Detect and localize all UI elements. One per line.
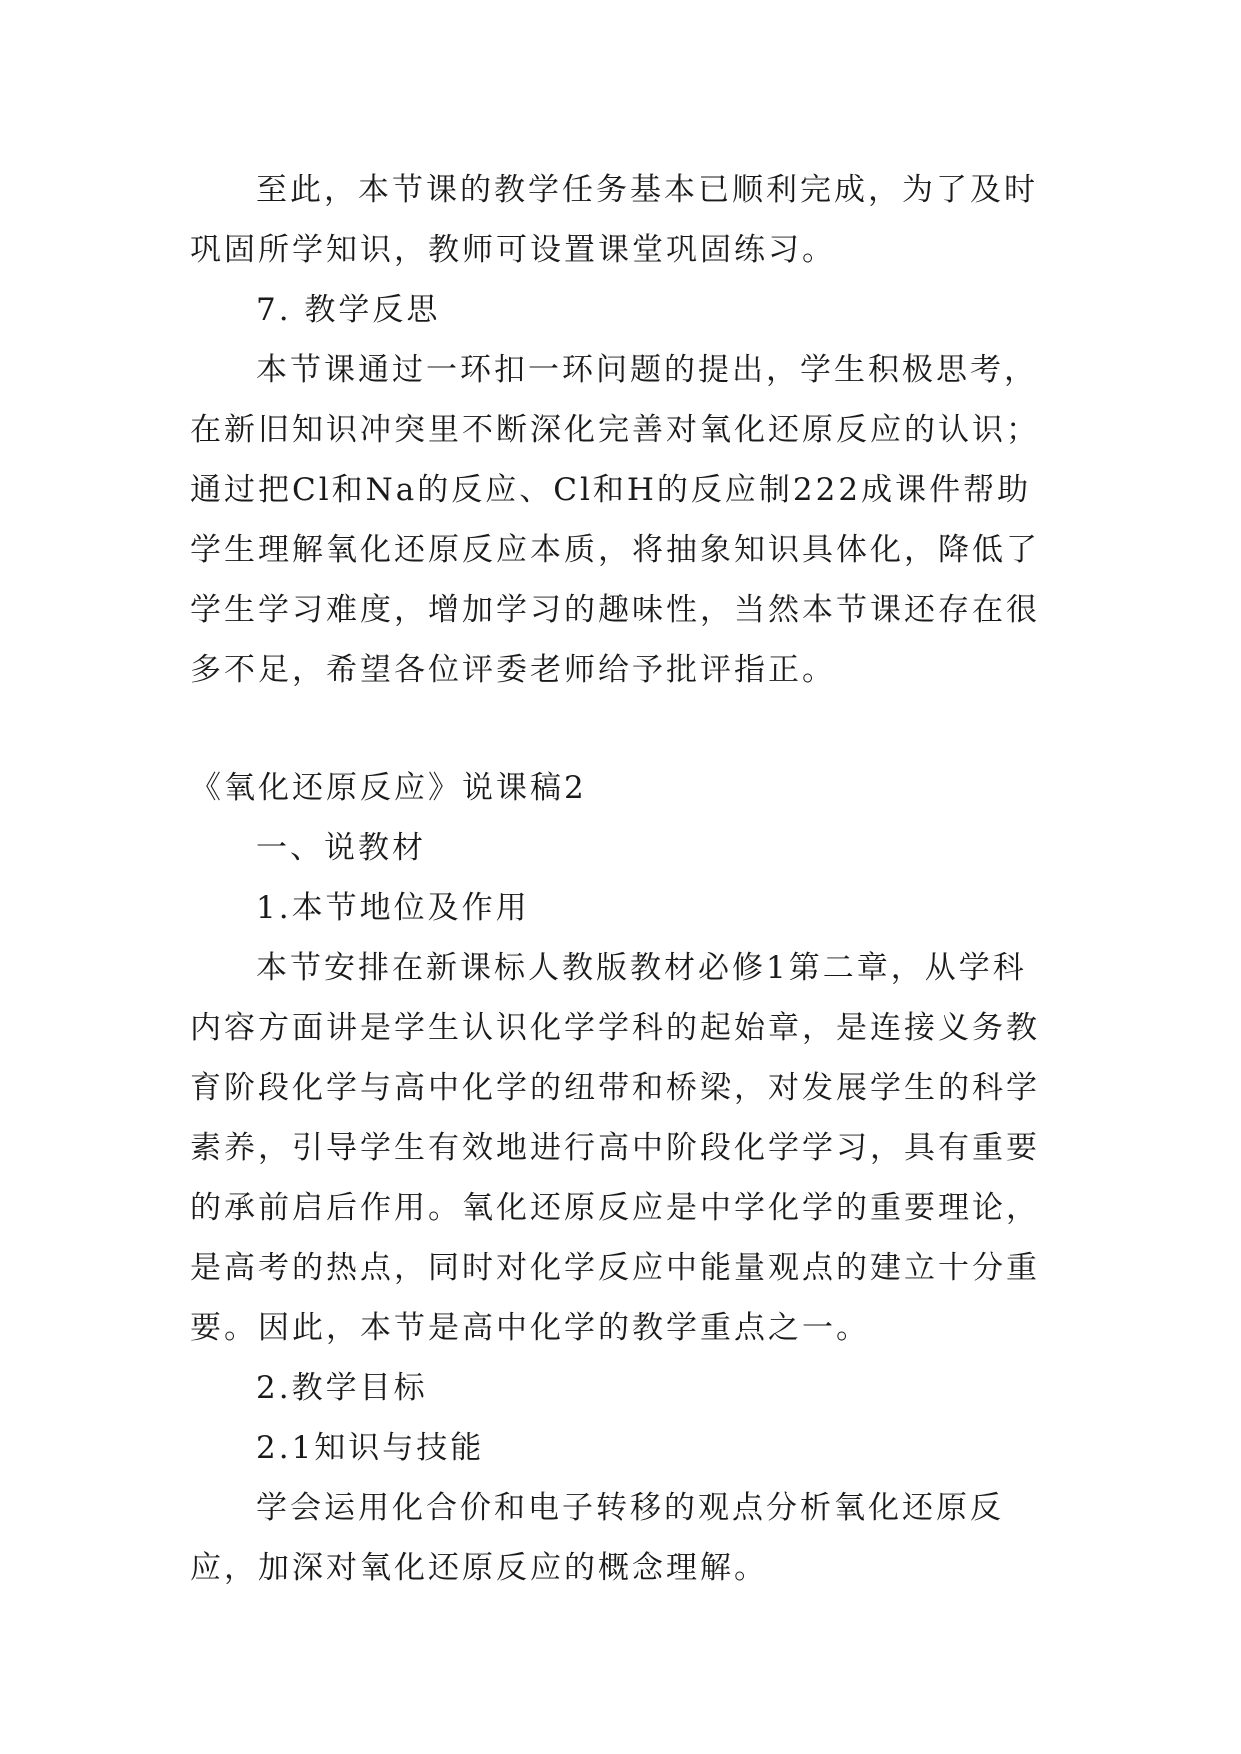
heading-knowledge-skills: 2.1知识与技能: [256, 1430, 485, 1466]
document-title: 《氧化还原反应》说课稿2: [190, 770, 587, 806]
heading-position-role: 1.本节地位及作用: [256, 890, 530, 926]
heading-teaching-reflection: 7. 教学反思: [256, 292, 441, 328]
paragraph-reflection: 本节课通过一环扣一环问题的提出，学生积极思考，在新旧知识冲突里不断深化完善对氧化还原反应的认识；通过把Cl和Na的反应、Cl和H的反应制222成课件帮助学生理解氧化还原反应本质，将抽象知识具体化，降低了学生学习难度，增加学习的趣味性，当然本节课还存在很多不足，希望各位评委老师给予批评指正。: [190, 352, 1040, 688]
paragraph-knowledge-skills: 学会运用化合价和电子转移的观点分析氧化还原反应，加深对氧化还原反应的概念理解。: [190, 1490, 1004, 1586]
document-body: [190, 160, 1052, 1598]
section-gap: [190, 700, 1052, 758]
heading-textbook: 一、说教材: [256, 830, 426, 866]
heading-teaching-goals: 2.教学目标: [256, 1370, 428, 1406]
paragraph-position-role: 本节安排在新课标人教版教材必修1第二章，从学科内容方面讲是学生认识化学学科的起始章，是连接义务教育阶段化学与高中化学的纽带和桥梁，对发展学生的科学素养，引导学生有效地进行高中阶段化学学习，具有重要的承前启后作用。氧化还原反应是中学化学的重要理论，是高考的热点，同时对化学反应中能量观点的建立十分重要。因此，本节是高中化学的教学重点之一。: [190, 950, 1040, 1346]
paragraph-summary: 至此，本节课的教学任务基本已顺利完成，为了及时巩固所学知识，教师可设置课堂巩固练习。: [190, 172, 1038, 268]
